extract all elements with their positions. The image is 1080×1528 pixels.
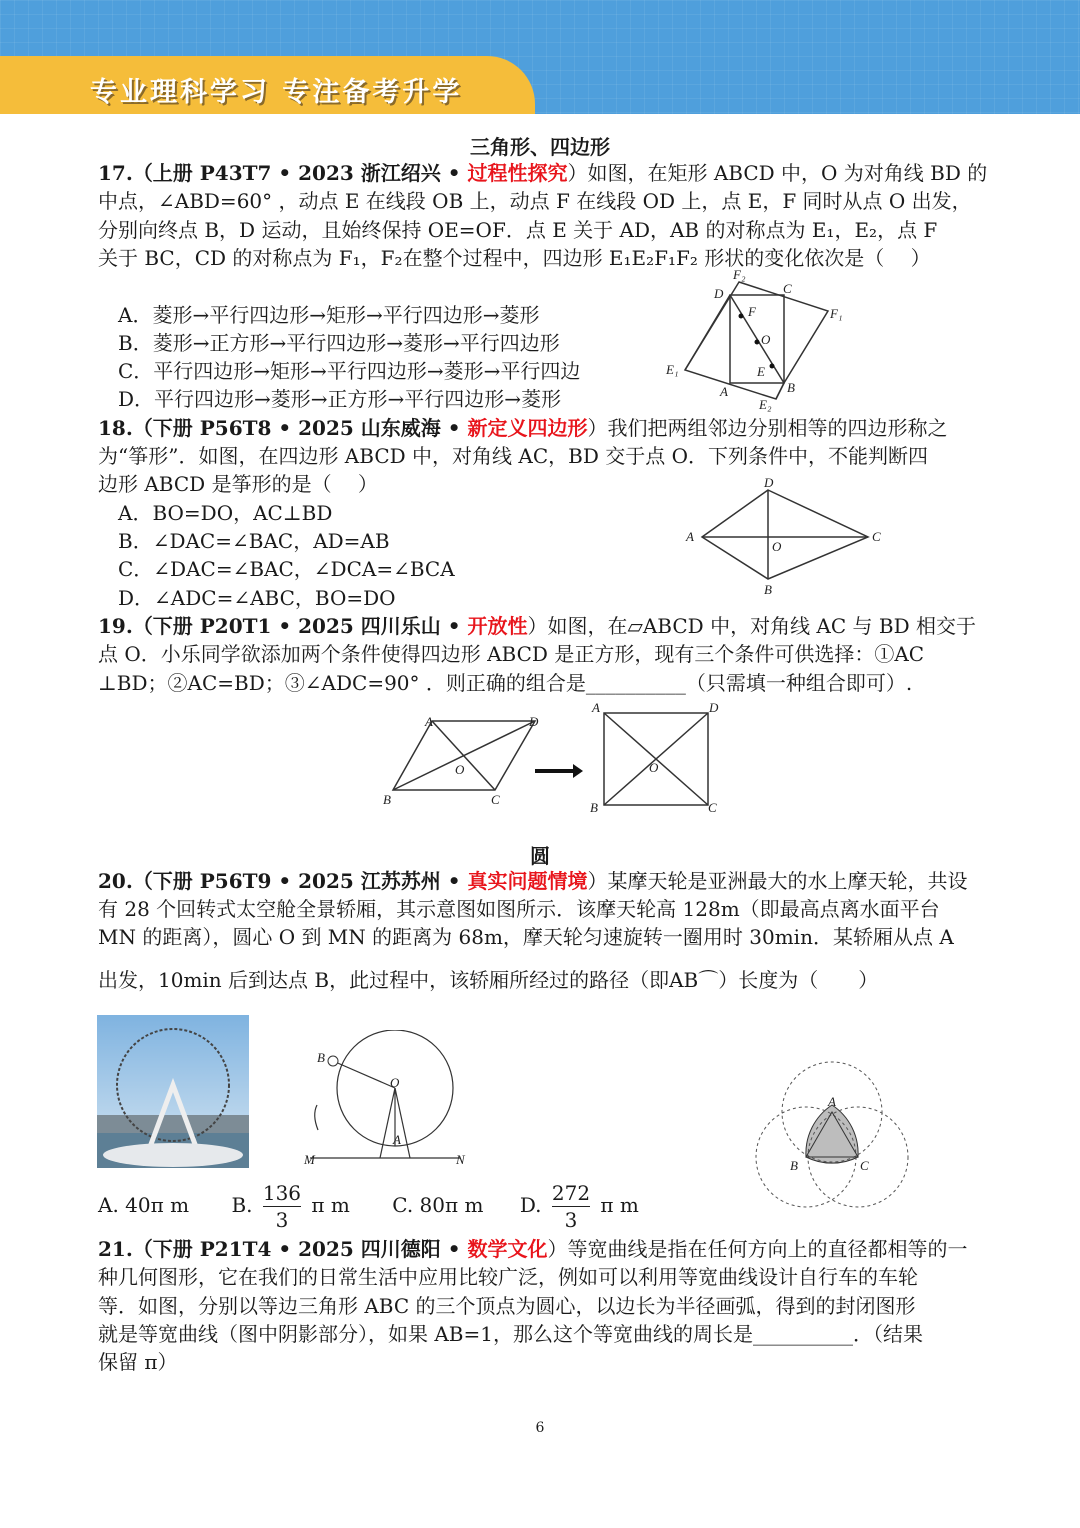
q20-source: 20.（下册 P56T9 • 2025 江苏苏州 • [98, 869, 468, 893]
figure-label: B [383, 792, 391, 807]
q18-line: 边形 ABCD 是筝形的是（ ） [98, 472, 378, 496]
figure-label: C [708, 800, 717, 815]
ferris-wheel-photo [97, 1015, 249, 1168]
q21-source: 21.（下册 P21T4 • 2025 四川德阳 • [98, 1237, 468, 1261]
figure-label: B [787, 380, 795, 395]
q19-text: ）如图，在▱ABCD 中，对角线 AC 与 BD 相交于 [527, 614, 976, 638]
q17-line: 中点，∠ABD=60° ，动点 E 在线段 OB 上，动点 F 在线段 OD 上，点 E，F 同时从点 O 出发， [98, 189, 972, 213]
figure-label: A [592, 700, 600, 715]
figure-label: F₁ [830, 306, 843, 321]
figure-label: O [772, 539, 782, 554]
figure-label: C [491, 792, 500, 807]
figure-label: A [720, 384, 728, 399]
q21-line: 种几何图形，它在我们的日常生活中应用比较广泛，例如可以利用等宽曲线设计自行车的车轮 [98, 1265, 918, 1289]
q18-option-c: C．∠DAC=∠BAC，∠DCA=∠BCA [118, 557, 455, 581]
q20-option-d-label: D. [519, 1193, 542, 1217]
figure-label: B [764, 582, 772, 597]
q20-figure [300, 1030, 480, 1170]
q20-options [98, 1180, 639, 1233]
q20-tag: 真实问题情境 [467, 869, 588, 893]
q20-option-b-fraction: $\frac{136}{3}$ [262, 1181, 302, 1232]
q20-option-a: A. 40π m [98, 1193, 190, 1217]
q21-line: 保留 π） [98, 1350, 178, 1374]
page-number: 6 [535, 1420, 545, 1436]
q18-option-d: D．∠ADC=∠ABC，BO=DO [118, 586, 396, 610]
q17-header [98, 159, 987, 187]
q18-tag: 新定义四边形 [467, 416, 588, 440]
q21-line: 等．如图，分别以等边三角形 ABC 的三个顶点为圆心，以边长为半径画弧，得到的封闭图形 [98, 1294, 916, 1318]
q19-figure [375, 700, 735, 820]
q21-figure [750, 1060, 910, 1210]
figure-label: D [709, 700, 719, 715]
q18-text: ）我们把两组邻边分别相等的四边形称之 [587, 416, 948, 440]
q18-option-b: B．∠DAC=∠BAC，AD=AB [118, 529, 390, 553]
figure-label: A [393, 1132, 401, 1147]
figure-label: B [790, 1158, 798, 1173]
q17-option-a: A．菱形→平行四边形→矩形→平行四边形→菱形 [118, 303, 540, 327]
figure-label: F [748, 304, 756, 319]
q17-figure [660, 262, 860, 412]
figure-label: B [590, 800, 598, 815]
q18-source: 18.（下册 P56T8 • 2025 山东威海 • [98, 416, 468, 440]
q20-line: MN 的距离），圆心 O 到 MN 的距离为 68m，摩天轮匀速旋转一圈用时 30min．某轿厢从点 A [98, 925, 954, 949]
q21-header [98, 1235, 967, 1263]
q17-line: 分别向终点 B，D 运动，且始终保持 OE=OF．点 E 关于 AD，AB 的对称点为 E₁，E₂，点 F [98, 218, 938, 242]
q20-header [98, 867, 967, 895]
figure-label: F₂ [733, 267, 746, 282]
q20-option-d-fraction: $\frac{272}{3}$ [551, 1181, 591, 1232]
figure-label: N [456, 1152, 465, 1167]
figure-label: D [714, 286, 724, 301]
figure-label: C [783, 281, 792, 296]
q17-tag: 过程性探究 [467, 161, 568, 185]
figure-label: D [764, 475, 774, 490]
q20-text: ）某摩天轮是亚洲最大的水上摩天轮，共设 [587, 869, 968, 893]
figure-label: E₁ [666, 362, 679, 377]
q19-header [98, 612, 976, 640]
q19-line: ⊥BD；②AC=BD；③∠ADC=90° ．则正确的组合是__________（只需填一种组合即可）. [98, 671, 913, 695]
figure-label: A [686, 529, 694, 544]
q17-line: 关于 BC，CD 的对称点为 F₁，F₂在整个过程中，四边形 E₁E₂F₁F₂ 形状的变化依次是（ ） [98, 246, 931, 270]
q20-option-b-unit: π m [311, 1193, 350, 1217]
figure-label: A [425, 714, 433, 729]
q21-tag: 数学文化 [467, 1237, 548, 1261]
figure-label: E₂ [759, 397, 772, 412]
q20-option-c: C. 80π m [392, 1193, 484, 1217]
figure-label: O [649, 760, 659, 775]
q18-line: 为“筝形”．如图，在四边形 ABCD 中，对角线 AC，BD 交于点 O．下列条件中，不能判断四 [98, 444, 928, 468]
section-title: 圆 [530, 844, 550, 868]
q17-option-d: D．平行四边形→菱形→正方形→平行四边形→菱形 [118, 387, 562, 411]
q20-option-b-label: B. [231, 1193, 253, 1217]
figure-label: D [529, 714, 539, 729]
q17-source: 17.（上册 P43T7 • 2023 浙江绍兴 • [98, 161, 468, 185]
q19-line: 点 O．小乐同学欲添加两个条件使得四边形 ABCD 是正方形，现有三个条件可供选择：①AC [98, 642, 925, 666]
q17-option-c: C．平行四边形→矩形→平行四边形→菱形→平行四边 [118, 359, 581, 383]
q20-line: 出发，10min 后到达点 B，此过程中，该轿厢所经过的路径（即AB⌒）长度为（ ） [98, 968, 879, 992]
figure-label: O [455, 762, 465, 777]
figure-label: O [761, 332, 771, 347]
q17-text: ）如图，在矩形 ABCD 中，O 为对角线 BD 的 [567, 161, 988, 185]
q21-text: ）等宽曲线是指在任何方向上的直径都相等的一 [547, 1237, 968, 1261]
figure-label: A [828, 1094, 836, 1109]
figure-label: M [304, 1152, 315, 1167]
section-title: 三角形、四边形 [470, 135, 610, 159]
q18-figure [680, 474, 890, 599]
q20-line: 有 28 个回转式太空舱全景轿厢，其示意图如图所示．该摩天轮高 128m（即最高点离水面平台 [98, 897, 940, 921]
q17-option-b: B．菱形→正方形→平行四边形→菱形→平行四边形 [118, 331, 560, 355]
q20-option-d-unit: π m [600, 1193, 639, 1217]
figure-label: O [390, 1075, 400, 1090]
figure-label: C [860, 1158, 869, 1173]
header-slogan: 专业理科学习 专注备考升学 [90, 77, 463, 108]
figure-label: C [872, 529, 881, 544]
q19-source: 19.（下册 P20T1 • 2025 四川乐山 • [98, 614, 468, 638]
q21-line: 就是等宽曲线（图中阴影部分），如果 AB=1，那么这个等宽曲线的周长是__________．（结果 [98, 1322, 923, 1346]
q18-header [98, 414, 947, 442]
figure-label: B [317, 1050, 325, 1065]
figure-label: E [757, 364, 765, 379]
q19-tag: 开放性 [467, 614, 528, 638]
q18-option-a: A．BO=DO，AC⊥BD [118, 501, 333, 525]
